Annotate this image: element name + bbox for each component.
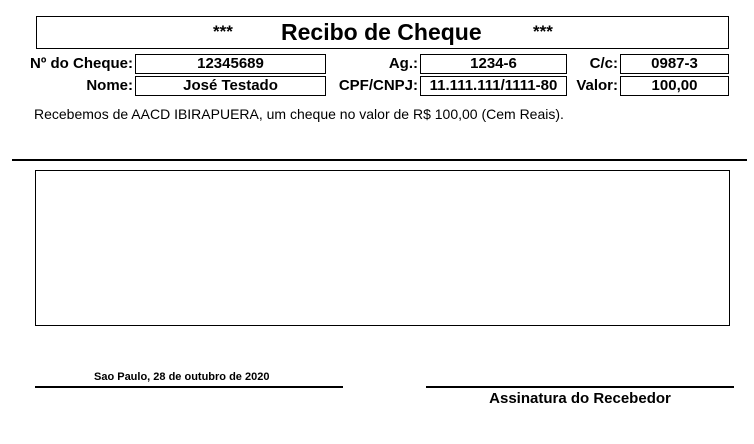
signature-line — [426, 386, 734, 388]
title-stars-right: *** — [533, 22, 553, 41]
account-field: 0987-3 — [620, 54, 729, 74]
date-line — [35, 386, 343, 388]
date-text: Sao Paulo, 28 de outubro de 2020 — [94, 371, 270, 383]
divider — [12, 159, 747, 161]
cpf-label: CPF/CNPJ: — [338, 77, 418, 94]
account-label: C/c: — [589, 55, 618, 72]
cheque-number-field: 12345689 — [135, 54, 326, 74]
receipt-description: Recebemos de AACD IBIRAPUERA, um cheque no valor de R$ 100,00 (Cem Reais). — [34, 106, 564, 122]
agency-field: 1234-6 — [420, 54, 567, 74]
notes-box — [35, 170, 730, 326]
name-field: José Testado — [135, 76, 326, 96]
signature-label: Assinatura do Recebedor — [489, 390, 671, 407]
name-label: Nome: — [86, 77, 133, 94]
cheque-number-label: Nº do Cheque: — [30, 55, 133, 72]
value-label: Valor: — [576, 77, 618, 94]
title-stars-left: *** — [213, 22, 233, 41]
value-field: 100,00 — [620, 76, 729, 96]
agency-label: Ag.: — [388, 55, 418, 72]
page-title: Recibo de Cheque — [281, 19, 482, 45]
cpf-field: 11.111.111/1111-80 — [420, 76, 567, 96]
